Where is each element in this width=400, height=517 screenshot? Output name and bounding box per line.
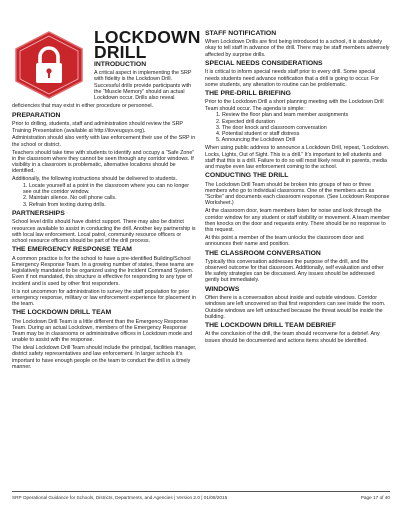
preparation-paragraph-3: Teachers should take time with students to identify and occupy a “Safe Zone” in the classroom where they cannot be seen through any corridor windows. If visibility in a classroom is problematic, alternative locations should be identified. <box>12 149 195 175</box>
right-column <box>205 30 390 344</box>
classroom-conversation-paragraph: Typically this conversation addresses the purpose of the drill, and the observed outcome for that classroom. Additionally, self evaluation and other life safety strategies can be discussed. Any issues should be addressed gently but immediately. <box>205 258 384 284</box>
briefing-agenda-list <box>205 112 390 143</box>
emergency-response-team-paragraph-1: A common practice is for the school to have a pre-identified Building/School Emergency Response Team. In a growing number of states, these teams are legislatively mandated to be organized using the Incident Command System. Even if not mandated, this structure is effective for responding to any type of incident and is used by other first responders. <box>12 255 194 287</box>
page-number: Page 17 of 40 <box>360 495 390 500</box>
introduction-text-part2: deficiencies that may exist in either procedure or personnel. <box>12 103 154 109</box>
list-item: 2. Maintain silence. No cell phone calls. <box>23 195 117 202</box>
classroom-conversation-heading: THE CLASSROOM CONVERSATION <box>205 249 321 257</box>
conducting-drill-heading: CONDUCTING THE DRILL <box>205 172 289 180</box>
conducting-drill-paragraph-3: At this point a member of the team unlocks the classroom door and announces their name and position. <box>205 234 364 248</box>
preparation-paragraph-1: Prior to drilling, students, staff and administration should review the SRP Training Presentation (available at http://iloveuguys.org). <box>12 121 183 134</box>
preparation-paragraph-4: Additionally, the following instructions should be delivered to students. <box>12 176 178 183</box>
list-item: 3. The door knock and classroom conversation <box>216 124 327 131</box>
title-block <box>94 27 201 101</box>
windows-heading: WINDOWS <box>205 285 240 293</box>
pre-drill-briefing-paragraph-1: Prior to the Lockdown Drill a short planning meeting with the Lockdown Drill Team should occur. The agenda is simple: <box>205 99 384 112</box>
document-title-line1: LOCKDOWN <box>94 27 201 47</box>
conducting-drill-paragraph-1: The Lockdown Drill Team should be broken into groups of two or three members who go to individual classrooms. One of the members acts as “Scribe” and documents each classroom response. (See Lockdown Response Worksheet.) <box>205 181 390 207</box>
partnerships-paragraph: School level drills should have district support. There may also be district resources available to assist in conducting the drill. Another key partnership is with local law enforcement. Local patrol, community resource officers or school resource officers should be part of the drill process. <box>12 219 196 245</box>
special-needs-heading: SPECIAL NEEDS CONSIDERATIONS <box>205 60 323 68</box>
windows-paragraph: Often there is a conversation about inside and outside windows. Corridor windows are left uncovered so that first responders can see inside the room. Outside windows are left untouched because the threat would be inside the building. <box>205 295 386 320</box>
partnerships-heading: PARTNERSHIPS <box>12 210 65 218</box>
preparation-heading: PREPARATION <box>12 112 61 120</box>
pre-drill-briefing-paragraph-2: When using public address to announce a Lockdown Drill, repeat, “Lockdown. Locks, Lights, Out of Sight. This is a drill.” It’s important to tell students and staff that this is a drill. Failure to do so will most likely result in parents, media and maybe even law enforcement coming to the school. <box>205 145 390 171</box>
list-item: 3. Refrain from texting during drills. <box>23 201 106 208</box>
pre-drill-briefing-heading: THE PRE-DRILL BRIEFING <box>205 90 291 98</box>
team-debrief-heading: THE LOCKDOWN DRILL TEAM DEBRIEF <box>205 322 336 330</box>
footer-document-info: SRP Operational Guidance for Schools, Districts, Departments, and Agencies | Version 2.0 | 01/08/2015 <box>12 495 228 500</box>
footer-divider <box>12 491 390 492</box>
lockdown-drill-team-heading: THE LOCKDOWN DRILL TEAM <box>12 309 112 317</box>
preparation-paragraph-2: Administration should also verify with law enforcement their use of the SRP in the school or district. <box>12 135 196 148</box>
introduction-heading: INTRODUCTION <box>94 61 147 68</box>
introduction-text-part1: A critical aspect in implementing the SRP with fidelity is the Lockdown Drill. Successful drills provide participants with the “Muscle Memory” should an actual Lockdown occur. Drills also reveal <box>94 70 192 101</box>
emergency-response-team-paragraph-2: It is not uncommon for administration to survey the staff population for prior emergency response, military or law enforcement experience for placement in the team. <box>12 288 196 307</box>
lockdown-drill-team-paragraph-2: The ideal Lockdown Drill Team should include the principal, facilities manager, district safety representatives and law enforcement. In larger schools it’s important to have enough people on the team to conduct the drill in a timely manner. <box>12 345 197 370</box>
list-item: 5. Announcing the Lockdown Drill <box>216 137 296 144</box>
document-title-line2: DRILL <box>94 42 147 62</box>
staff-notification-paragraph: When Lockdown Drills are first being introduced to a school, it is absolutely okay to tell staff in advance of the drill. There may be staff members adversely affected by surprise drills. <box>205 39 390 58</box>
student-instructions-list <box>12 183 197 208</box>
lockdown-drill-team-paragraph-1: The Lockdown Drill Team is a little different than the Emergency Response Team. During an actual Lockdown, members of the Emergency Response Team may be in classrooms or administrative offices in Lockdown mode and unable to assist with the response. <box>12 318 193 344</box>
staff-notification-heading: STAFF NOTIFICATION <box>205 30 277 37</box>
list-item: 4. Potential student or staff distress <box>216 131 300 138</box>
lockdown-padlock-icon <box>12 30 86 100</box>
list-item: 1. Review the floor plan and team member assignments <box>216 112 349 119</box>
list-item: 1. Locate yourself at a point in the classroom where you can no longer see out the corridor window. <box>23 182 190 196</box>
list-item: 2. Expected drill duration <box>216 118 275 125</box>
left-column <box>12 110 197 370</box>
special-needs-paragraph: It is critical to inform special needs staff prior to every drill. Some special needs students need advance notification that a drill is going to occur. For some students, any alteration to routine can be problematic. <box>205 69 380 88</box>
emergency-response-team-heading: THE EMERGENCY RESPONSE TEAM <box>12 246 132 254</box>
team-debrief-paragraph: At the conclusion of the drill, the team should reconvene for a debrief. Any issues should be documented and actions items should be identified. <box>205 331 380 344</box>
conducting-drill-paragraph-2: At the classroom door, team members listen for noise and look through the corridor window for any student or staff visibility or movement. A team member then knocks on the door and requests entry. There should be no response to this request. <box>205 208 390 233</box>
